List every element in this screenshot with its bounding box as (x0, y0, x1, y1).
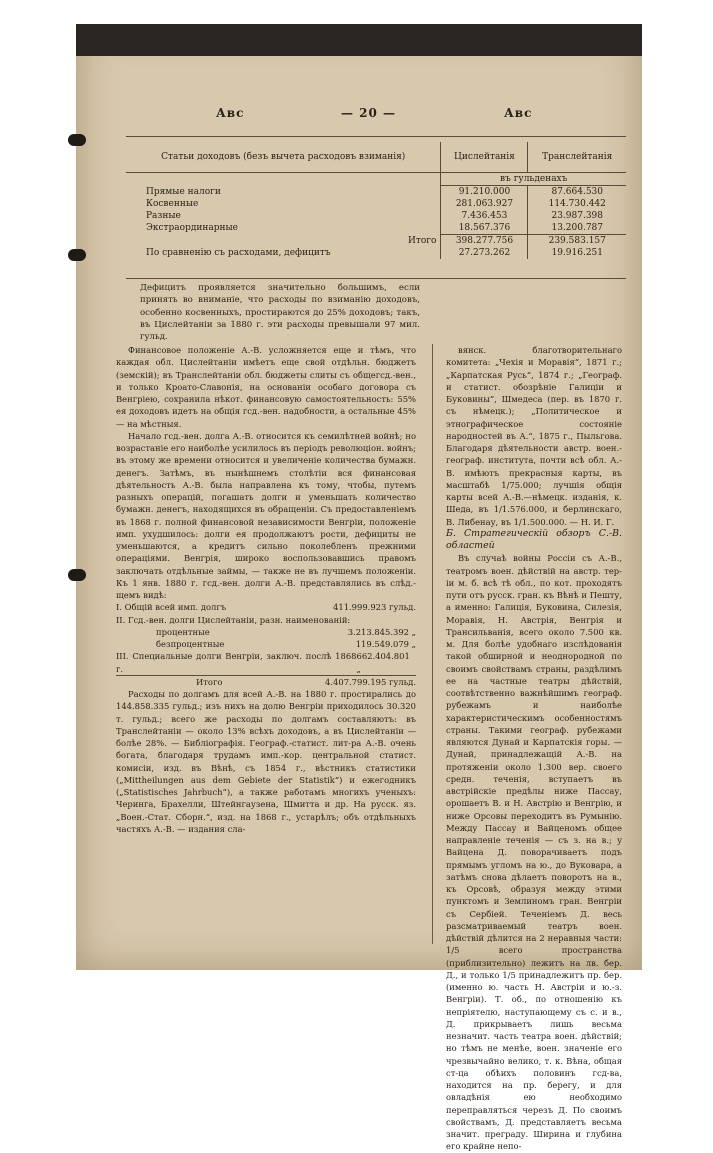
debt-list: I. Общій всей имп. долгъ 411.999.923 гульд. II. Гсд.-вен. долги Цислейтаніи, разн. наименованій: процентные 3.213.845.392 „ безпроцентные 119.549.079 „ III. Специальные долги Венгріи, заключ. послѣ 1868 г. 662.404.801 „ Итого 4.407.799.195 гульд. (116, 602, 416, 687)
header-items: Статьи доходовъ (безъ вычета расходовъ взиманія) (126, 142, 441, 173)
table-row: Прямые налоги 91.210.000 87.664.530 (126, 186, 626, 199)
header-transleithania: Транслейтанія (528, 142, 626, 173)
right-column (446, 344, 622, 1153)
running-head-right: Авс (504, 106, 533, 120)
rule-top (126, 136, 626, 137)
table-row: Косвенные 281.063.927 114.730.442 (126, 198, 626, 210)
table-row-total: Итого 398.277.756 239.583.157 (126, 235, 626, 248)
left-column (116, 344, 416, 835)
binder-hole (68, 569, 86, 581)
paragraph: Финансовое положеніе А.-В. усложняется еще и тѣмъ, что каждая обл. Цислейтаніи имѣетъ еще свой отдѣльн. бюджетъ (земскій); въ Транслейтаніи обл. бюджеты слиты съ общегсд.-вен., и только Кроато-Славонія, на основаніи особаго договора съ Венгріею, сохранила нѣкот. финансовую самостоятельность: 55% ея доходовъ идетъ на общія гсд.-вен. надобности, а остальные 45% — на мѣстныя. (116, 345, 416, 429)
revenue-table (126, 142, 626, 259)
rule-table-bottom (126, 278, 626, 279)
binder-hole (68, 249, 86, 261)
header-cisleithania: Цислейтанія (441, 142, 528, 173)
page-number: — 20 — (341, 106, 397, 120)
unit-label: въ гульденахъ (441, 173, 626, 186)
table-row: Разные 7.436.453 23.987.398 (126, 210, 626, 222)
binder-hole (68, 134, 86, 146)
paragraph: вянск. благотворительнаго комитета: „Чехія и Моравія“, 1871 г.; „Карпатская Русь“, 1874 г.; „Географ. и статист. обозрѣніе Галиціи и Буковины“, Шмедеса (пер. въ 1870 г. съ нѣмецк.); „Политическое и этнографическое состояніе народностей въ А.“, 1875 г., Пыльгова. Благодаря дѣятельности австр. воен.-географ. института, почти всѣ обл. А.-В. имѣютъ прекрасныя карты, въ масштабѣ 1/75.000; лучшія общія карты всей А.-В.—нѣмецк. изданія, к. Шеда, въ 1/1.576.000, и берлинскаго, В. Либенау, въ 1/1.500.000. — Н. И. Г. (446, 345, 622, 527)
table-row-deficit: По сравненію съ расходами, дефицитъ 27.273.262 19.916.251 (126, 247, 626, 259)
running-head-left: Авс (216, 106, 245, 120)
section-heading: Б. Стратегическій обзоръ С.-В. областей (446, 527, 622, 551)
paragraph: Начало гсд.-вен. долга А.-В. относится къ семилѣтней войнѣ; но возрастаніе его наиболѣе усилилось въ періодъ революціон. войнъ; въ этому же времени относится и увеличеніе количества бумажн. денегъ. Затѣмъ, въ нынѣшнемъ столѣтіи вся финансовая дѣятельность А.-В. была направлена къ тому, чтобы, путемъ разныхъ операцій, погашать долги и уменьшать количество бумажн. денегъ, находящихся въ обращеніи. Съ предоставленіемъ въ 1868 г. полной финансовой независимости Венгріи, положеніе имп. ухудшилось: долги ея продолжаютъ рости, дефициты не уменьшаются, а кредитъ сильно поколебленъ прежними операціями. Венгрія, широко воспользовавшись правомъ заключать отдѣльные займы, — также не въ лучшемъ положеніи. Къ 1 янв. 1880 г. гсд.-вен. долги А.-В. представлялись въ слѣд.-щемъ видѣ: (116, 430, 416, 600)
scanner-shadow (76, 24, 642, 56)
table-row: Экстраординарные 18.567.376 13.200.787 (126, 222, 626, 235)
paragraph: Въ случаѣ войны Россіи съ А.-В., театромъ воен. дѣйствій на австр. тер-іи м. б. всѣ тѣ обл., по кот. проходятъ пути отъ русск. гран. къ Вѣнѣ и Пешту, а именно: Галиція, Буковина, Силезія, Моравія, Н. Австрія, Венгрія и Трансильванія, всего около 7.500 кв. м. Для болѣе удобнаго изслѣдованія такой обширной и неоднородной по своимъ свойствамъ страны, раздѣлимъ ее на частные театры дѣйствій, соотвѣтственно важнѣйшимъ географ. рубежамъ и наиболѣе характеристическимъ особенностямъ страны. Такими географ. рубежами являются Дунай и Карпатскія горы. — Дунай, принадлежащій А.-В. на протяженіи около 1.300 вер. своего средн. теченія, вступаетъ въ австрійскіе предѣлы ниже Пассау, орошаетъ В. и Н. Австрію и Венгрію, и ниже Орсовы переходитъ въ Румынію. Между Пассау и Вайценомъ общее направленіе теченія — съ з. на в.; у Вайцена Д. поворачиваетъ подъ прямымъ угломъ на ю., до Вуковара, а затѣмъ снова дѣлаетъ поворотъ на в., къ Орсовѣ, образуя между этими пунктомъ и Землиномъ гран. Венгріи съ Сербіей. Теченіемъ Д. весь разсматриваемый театръ воен. дѣйствій дѣлится на 2 неравныя части: 1/5 всего пространства (приблизительно) лежитъ на лв. бер. Д., и только 1/5 принадлежитъ пр. бер. (именно ю. часть Н. Австріи и ю.-з. Венгріи). Т. об., по отношенію къ непріятелю, наступающему съ с. и в., Д. прикрываетъ лишь весьма незначит. часть театра воен. дѣйствій; но тѣмъ не менѣе, воен. значеніе его чрезвычайно велико, т. к. Вѣна, общая ст-ца обѣихъ половинъ гсд-ва, находится на пр. берегу, и для овладѣнія ею необходимо переправляться черезъ Д. По своимъ свойствамъ, Д. представляетъ весьма значит. преграду. Ширина и глубина его крайне непо- (446, 553, 622, 1152)
paragraph: Расходы по долгамъ для всей А.-В. на 1880 г. простирались до 144.858.335 гульд.; изъ нихъ на долю Венгріи приходилось 30.320 т. гульд.; всего же расходы по долгамъ составляютъ: въ Транслейтаніи — около 13% всѣхъ доходовъ, а въ Цислейтаніи — болѣе 28%. — Библіографія. Географ.-статист. лит-ра А.-В. очень богата, благодаря трудамъ имп.-кор. центральной статист. комисіи, изд. въ Вѣнѣ, съ 1854 г., вѣстникъ статистики („Mittheilungen aus dem Gebiete der Statistik“) и ежегодникъ („Statistisches Jahrbuch“), а также работамъ многихъ ученыхъ: Черинга, Брахелли, Штейнгаузена, Шмитта и др. На русск. яз. „Воен.-Стат. Сборн.“, изд. на 1868 г., устарѣлъ; объ отдѣльныхъ частяхъ А.-В. — издания сла- (116, 689, 416, 834)
book-page (76, 24, 642, 1152)
deficit-note: Дефицитъ проявляется значительно большимъ, если принять во вниманіе, что расходы по взиманію доходовъ, особенно косвенныхъ, простираются до 25% доходовъ; такъ, въ Цислейтаніи за 1880 г. эти расходы превышали 97 мил. гульд. (140, 283, 420, 343)
column-separator (432, 344, 433, 944)
